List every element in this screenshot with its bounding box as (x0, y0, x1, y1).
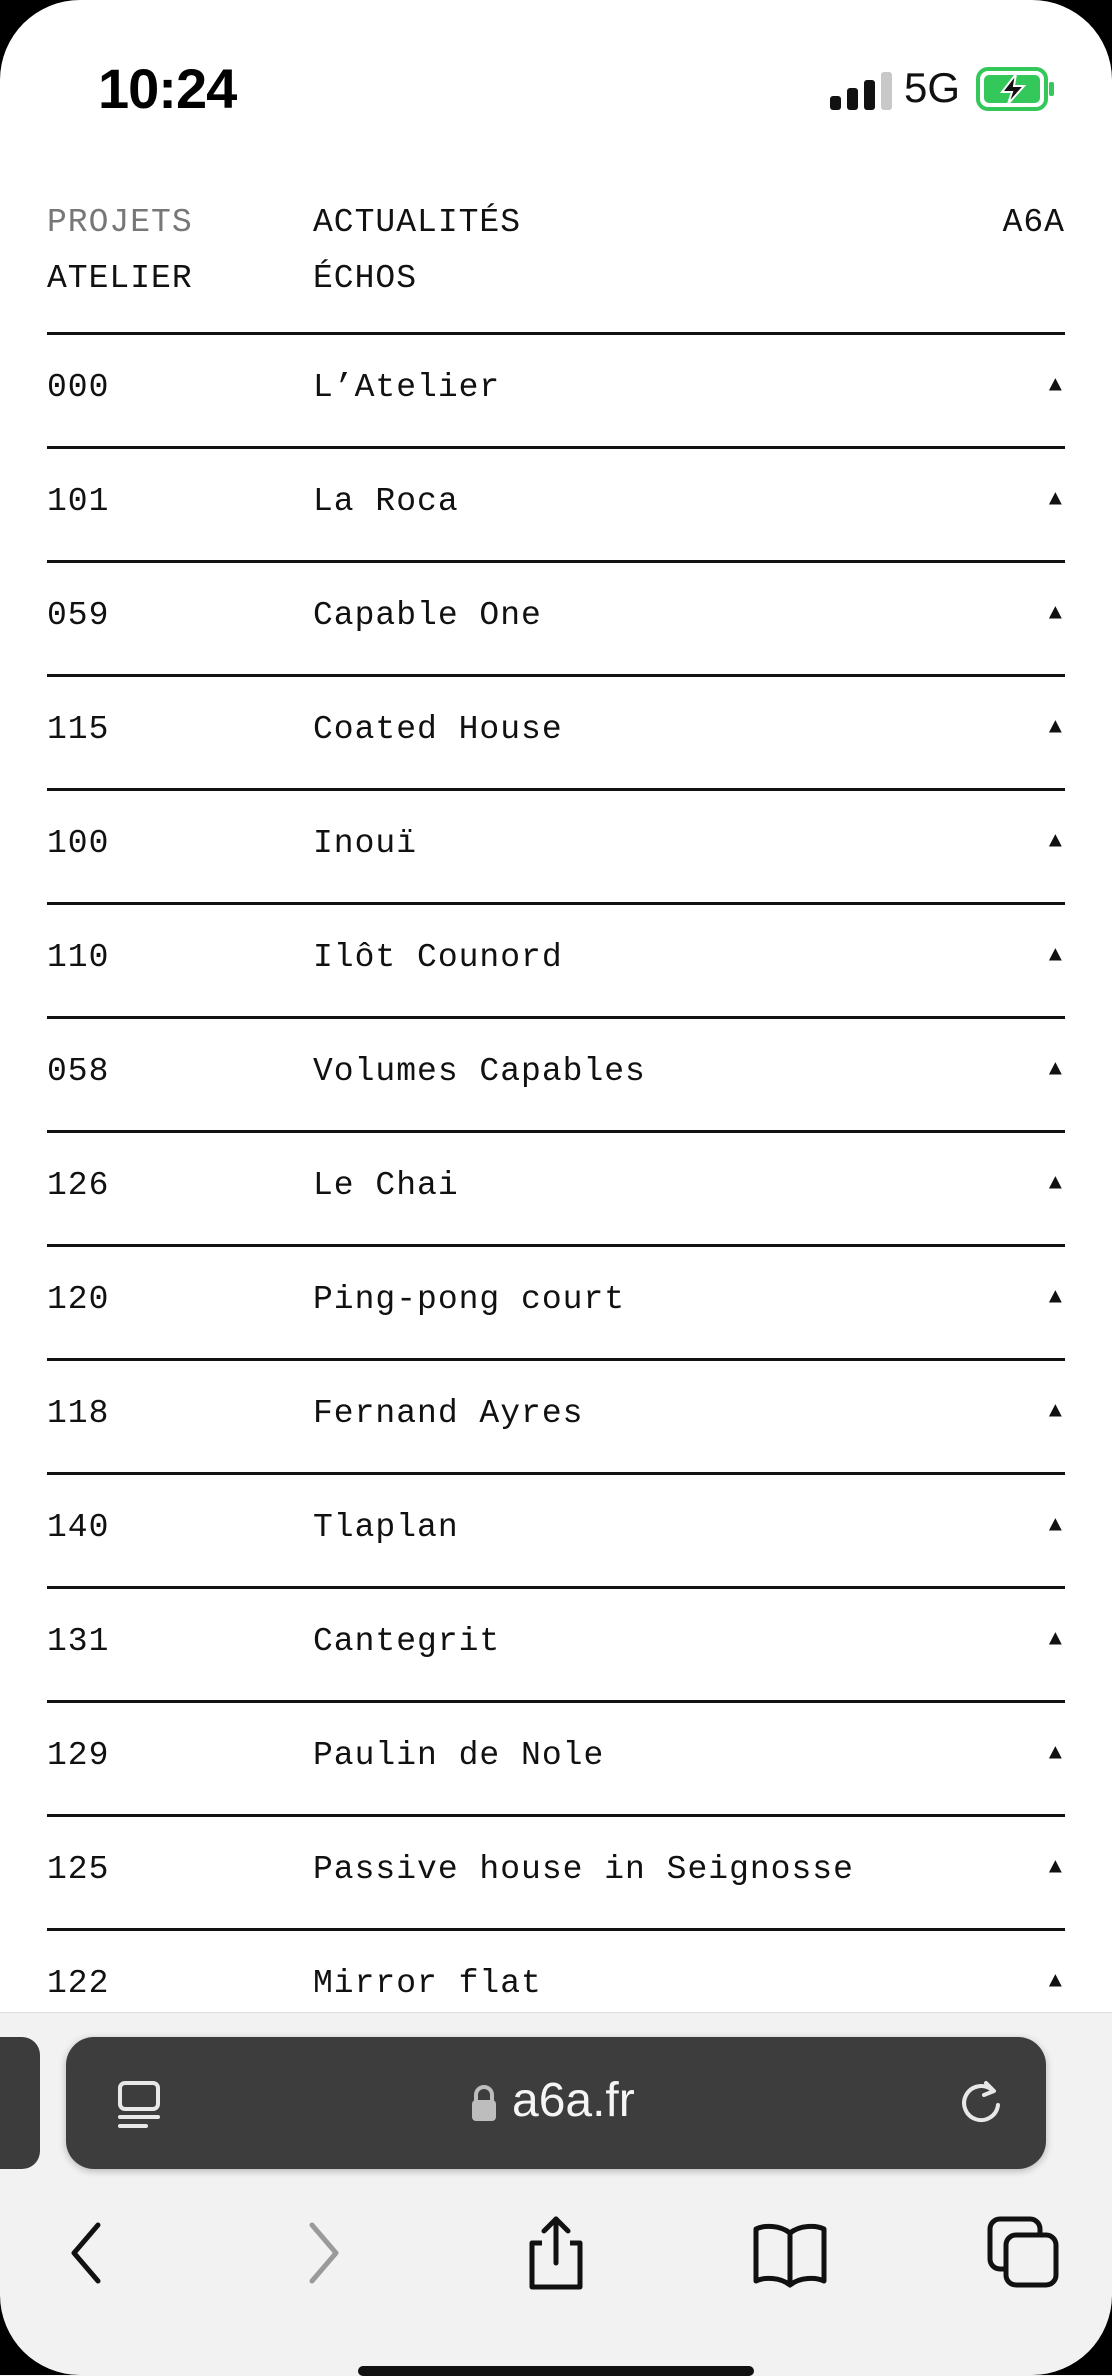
project-title: Ping-pong court (313, 1281, 626, 1318)
project-number: 131 (47, 1623, 110, 1660)
nav-news-link[interactable]: ACTUALITÉS (313, 204, 522, 241)
project-row[interactable] (47, 1700, 1065, 1814)
project-number: 100 (47, 825, 110, 862)
cellular-signal-icon (830, 70, 890, 110)
nav-projects-link[interactable]: PROJETS (47, 204, 193, 241)
project-row[interactable] (47, 1016, 1065, 1130)
project-row[interactable] (47, 1130, 1065, 1244)
project-number: 059 (47, 597, 110, 634)
project-number: 110 (47, 939, 110, 976)
brand-logo-link[interactable]: A6A (1002, 204, 1065, 241)
reload-icon[interactable] (954, 2075, 1010, 2131)
expand-arrow-icon: ▲ (1048, 1171, 1063, 1196)
expand-arrow-icon: ▲ (1048, 943, 1063, 968)
expand-arrow-icon: ▲ (1048, 601, 1063, 626)
expand-arrow-icon: ▲ (1048, 1855, 1063, 1880)
project-title: Mirror flat (313, 1965, 542, 2002)
project-title: Tlaplan (313, 1509, 459, 1546)
previous-tab-edge[interactable] (0, 2037, 40, 2169)
project-row[interactable] (47, 1358, 1065, 1472)
project-title: L’Atelier (313, 369, 501, 406)
back-icon[interactable] (46, 2213, 126, 2293)
screen-corner (0, 0, 80, 80)
project-row[interactable] (47, 788, 1065, 902)
expand-arrow-icon: ▲ (1048, 715, 1063, 740)
expand-arrow-icon: ▲ (1048, 1285, 1063, 1310)
expand-arrow-icon: ▲ (1048, 373, 1063, 398)
project-number: 126 (47, 1167, 110, 1204)
project-number: 058 (47, 1053, 110, 1090)
expand-arrow-icon: ▲ (1048, 487, 1063, 512)
expand-arrow-icon: ▲ (1048, 829, 1063, 854)
expand-arrow-icon: ▲ (1048, 1513, 1063, 1538)
project-title: Ilôt Counord (313, 939, 563, 976)
project-row[interactable] (47, 1244, 1065, 1358)
project-row[interactable] (47, 1586, 1065, 1700)
project-title: Paulin de Nole (313, 1737, 605, 1774)
project-row[interactable] (47, 902, 1065, 1016)
expand-arrow-icon: ▲ (1048, 1627, 1063, 1652)
expand-arrow-icon: ▲ (1048, 1969, 1063, 1994)
project-number: 125 (47, 1851, 110, 1888)
project-number: 120 (47, 1281, 110, 1318)
nav-echoes-link[interactable]: ÉCHOS (313, 260, 418, 297)
project-title: Coated House (313, 711, 563, 748)
project-title: Cantegrit (313, 1623, 501, 1660)
status-bar (0, 0, 1112, 170)
screen-corner (1032, 2295, 1112, 2375)
project-title: Volumes Capables (313, 1053, 646, 1090)
project-title: La Roca (313, 483, 459, 520)
project-row[interactable] (47, 674, 1065, 788)
expand-arrow-icon: ▲ (1048, 1057, 1063, 1082)
project-title: Le Chai (313, 1167, 459, 1204)
project-row[interactable] (47, 1814, 1065, 1928)
project-number: 115 (47, 711, 110, 748)
project-number: 140 (47, 1509, 110, 1546)
expand-arrow-icon: ▲ (1048, 1399, 1063, 1424)
project-number: 000 (47, 369, 110, 406)
address-bar[interactable] (66, 2037, 1046, 2169)
project-title: Passive house in Seignosse (313, 1851, 854, 1888)
project-number: 129 (47, 1737, 110, 1774)
reader-icon[interactable] (112, 2077, 166, 2131)
project-row[interactable] (47, 332, 1065, 446)
bookmarks-icon[interactable] (750, 2213, 830, 2293)
browser-bottom-bar (0, 2012, 1112, 2376)
screen-corner (0, 2295, 80, 2375)
expand-arrow-icon: ▲ (1048, 1741, 1063, 1766)
project-row[interactable] (47, 446, 1065, 560)
network-type: 5G (904, 64, 961, 111)
forward-icon[interactable] (284, 2213, 364, 2293)
project-list (47, 332, 1065, 2042)
url-text[interactable]: a6a.fr (512, 2074, 635, 2127)
project-title: Fernand Ayres (313, 1395, 584, 1432)
project-number: 101 (47, 483, 110, 520)
project-number: 118 (47, 1395, 110, 1432)
lock-icon (470, 2083, 498, 2123)
project-title: Capable One (313, 597, 542, 634)
browser-toolbar (0, 2199, 1112, 2319)
screen-corner (1032, 0, 1112, 80)
nav-studio-link[interactable]: ATELIER (47, 260, 193, 297)
project-row[interactable] (47, 1472, 1065, 1586)
status-time: 10:24 (98, 57, 237, 120)
site-nav (47, 200, 1065, 330)
project-number: 122 (47, 1965, 110, 2002)
project-row[interactable] (47, 560, 1065, 674)
share-icon[interactable] (516, 2213, 596, 2293)
project-title: Inouï (313, 825, 418, 862)
tabs-icon[interactable] (984, 2213, 1064, 2293)
